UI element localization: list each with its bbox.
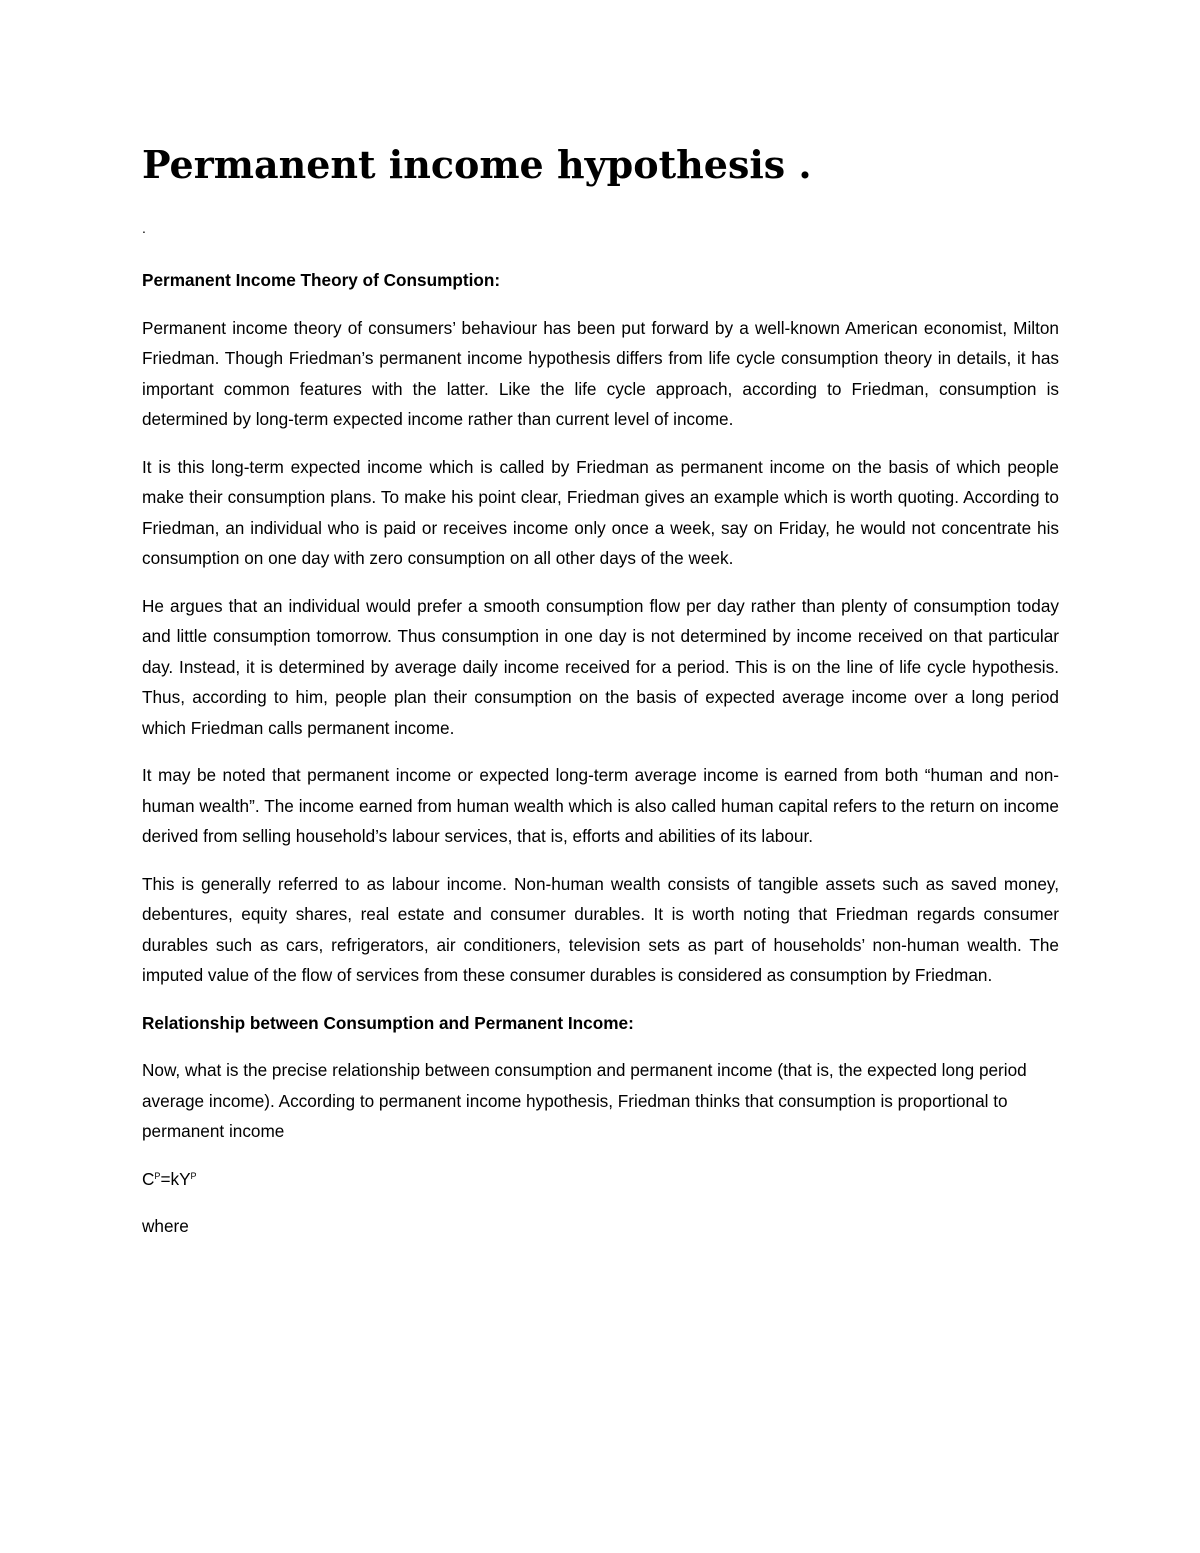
paragraph: He argues that an individual would prefer a smooth consumption flow per day rather than plenty of consumption today and little consumption tomorrow. Thus consumption in one day is not determined by income received on that particular day. Instead, it is determined by average daily income received for a period. This is on the line of life cycle hypothesis. Thus, according to him, people plan their consumption on the basis of expected average income over a long period which Friedman calls permanent income.: [142, 595, 1059, 738]
section-heading-relationship: Relationship between Consumption and Permanent Income:: [142, 1012, 634, 1033]
paragraph: It is this long-term expected income which is called by Friedman as permanent income on the basis of which people make their consumption plans. To make his point clear, Friedman gives an example which is worth quoting. According to Friedman, an individual who is paid or receives income only once a week, say on Friday, he would not concentrate his consumption on one day with zero consumption on all other days of the week.: [142, 456, 1059, 568]
paragraph: Now, what is the precise relationship between consumption and permanent income (that is, the expected long period average income). According to permanent income hypothesis, Friedman thinks that consumption is proportional to permanent income: [142, 1060, 1027, 1141]
formula-c: C: [142, 1168, 155, 1189]
document-title: Permanent income hypothesis .: [142, 142, 812, 187]
formula-rhs: =kY: [160, 1168, 191, 1189]
paragraph: Permanent income theory of consumers’ behaviour has been put forward by a well-known American economist, Milton Friedman. Though Friedman’s permanent income hypothesis differs from life cycle consumption theory in details, it has important common features with the latter. Like the life cycle approach, according to Friedman, consumption is determined by long-term expected income rather than current level of income.: [142, 317, 1059, 429]
section-heading-theory: Permanent Income Theory of Consumption:: [142, 270, 501, 290]
paragraph: This is generally referred to as labour income. Non-human wealth consists of tangible assets such as saved money, debentures, equity shares, real estate and consumer durables. It is worth noting that Friedman regards consumer durables such as cars, refrigerators, air conditioners, television sets as part of households’ non-human wealth. The imputed value of the flow of services from these consumer durables is considered as consumption by Friedman.: [142, 873, 1059, 985]
spacer-dot: .: [142, 220, 146, 236]
formula-y-superscript: P: [190, 1170, 197, 1181]
formula: [142, 1164, 1059, 1195]
formula-c-superscript: P: [154, 1170, 161, 1181]
document-body: [142, 265, 1059, 1259]
document-page: [142, 0, 1059, 1553]
paragraph: It may be noted that permanent income or expected long-term average income is earned from both “human and non-human wealth”. The income earned from human wealth which is also called human capital refers to the return on income derived from selling household’s labour services, that is, efforts and abilities of its labour.: [142, 765, 1059, 846]
where-label: where: [142, 1216, 189, 1236]
